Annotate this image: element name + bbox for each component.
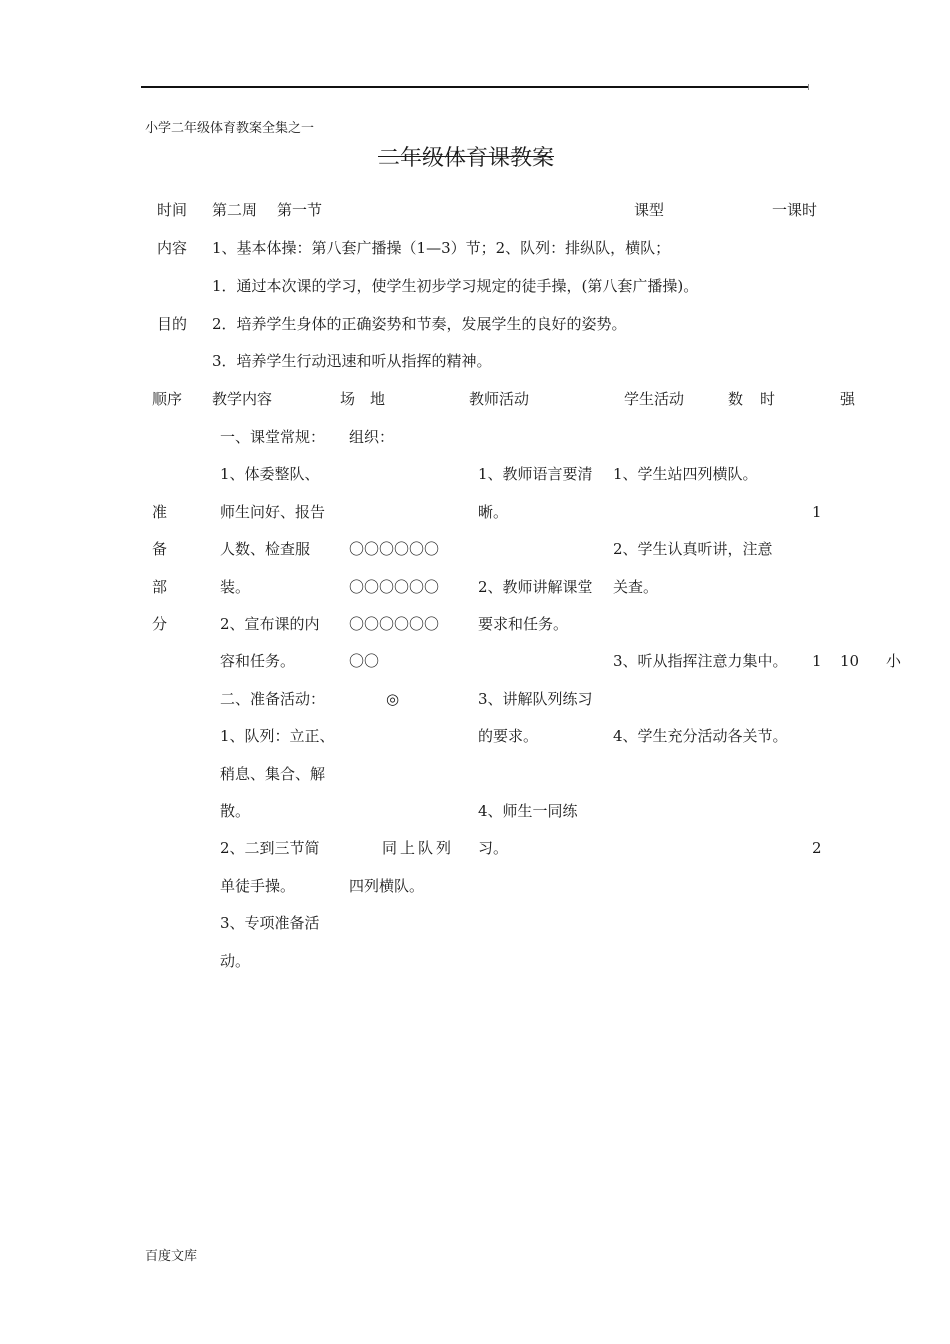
teacher-activity-line: 晰。 [478,503,509,521]
teacher-activity-line: 1、教师语言要清 [478,465,593,483]
lesson-line: 1、队列：立正、 [220,727,335,745]
lesson-line: 3、专项准备活 [220,914,320,932]
student-activity-line: 4、学生充分活动各关节。 [613,727,788,745]
formation-row: 〇〇〇〇〇〇 [349,578,440,596]
document-title: 二年级体育课教案 [378,146,555,171]
lesson-hours: 一课时 [772,201,818,219]
goals-label: 目的 [157,315,188,333]
student-activity-line: 关查。 [613,578,659,596]
lesson-line: 一、课堂常规： [220,428,326,446]
week-value: 第二周 [212,201,258,219]
col-header-venue: 场 地 [340,390,386,408]
time-value: 10 [840,652,860,670]
count-value: 2 [812,839,822,857]
lesson-type-label: 课型 [634,201,665,219]
col-header-count: 数 [728,390,744,408]
section-char: 部 [152,578,168,596]
document-subtitle: 小学二年级体育教案全集之一 [145,121,315,136]
section-char: 准 [152,503,168,521]
goal-item: 2．培养学生身体的正确姿势和节奏，发展学生的良好的姿势。 [212,315,627,333]
lesson-line: 装。 [220,578,251,596]
formation-row: 〇〇〇〇〇〇 [349,540,440,558]
venue-same-note: 同上队列 [382,839,455,857]
student-activity-line: 2、学生认真听讲，注意 [613,540,773,558]
student-activity-line: 1、学生站四列横队。 [613,465,758,483]
lesson-line: 1、体委整队、 [220,465,320,483]
section-char: 分 [152,615,168,633]
session-value: 第一节 [277,201,323,219]
lesson-line: 散。 [220,802,251,820]
lesson-line: 二、准备活动： [220,690,326,708]
goal-item: 1．通过本次课的学习，使学生初步学习规定的徒手操，(第八套广播操)。 [212,277,699,295]
col-header-student: 学生活动 [624,390,685,408]
footer-label: 百度文库 [145,1249,198,1264]
section-char: 备 [152,540,168,558]
content-label: 内容 [157,239,188,257]
lesson-line: 单徒手操。 [220,877,296,895]
teacher-position-mark: ◎ [386,690,400,708]
venue-org-label: 组织： [349,428,395,446]
col-header-teacher: 教师活动 [469,390,530,408]
count-value: 1 [812,503,822,521]
teacher-activity-line: 2、教师讲解课堂 [478,578,593,596]
lesson-line: 容和任务。 [220,652,296,670]
col-header-intensity: 强 [840,390,856,408]
lesson-line: 2、二到三节简 [220,839,320,857]
intensity-value: 小 [886,652,902,670]
count-value: 1 [812,652,822,670]
teacher-activity-line: 4、师生一同练 [478,802,578,820]
teacher-activity-line: 3、讲解队列练习 [478,690,593,708]
teacher-activity-line: 习。 [478,839,509,857]
lesson-line: 人数、检查服 [220,540,311,558]
header-rule [141,86,809,88]
col-header-time: 时 [760,390,776,408]
lesson-line: 动。 [220,952,251,970]
venue-formation-note: 四列横队。 [349,877,425,895]
header-rule-tick [808,84,809,90]
content-text: 1、基本体操：第八套广播操（1—3）节；2、队列：排纵队，横队； [212,239,671,257]
goal-item: 3．培养学生行动迅速和听从指挥的精神。 [212,352,492,370]
teacher-activity-line: 要求和任务。 [478,615,569,633]
teacher-activity-line: 的要求。 [478,727,539,745]
formation-row: 〇〇〇〇〇〇 [349,615,440,633]
lesson-line: 稍息、集合、解 [220,765,326,783]
time-label: 时间 [157,201,188,219]
student-activity-line: 3、听从指挥注意力集中。 [613,652,788,670]
lesson-line: 2、宣布课的内 [220,615,320,633]
col-header-content: 教学内容 [212,390,273,408]
formation-row: 〇〇 [349,652,380,670]
col-header-order: 顺序 [152,390,183,408]
lesson-line: 师生问好、报告 [220,503,326,521]
